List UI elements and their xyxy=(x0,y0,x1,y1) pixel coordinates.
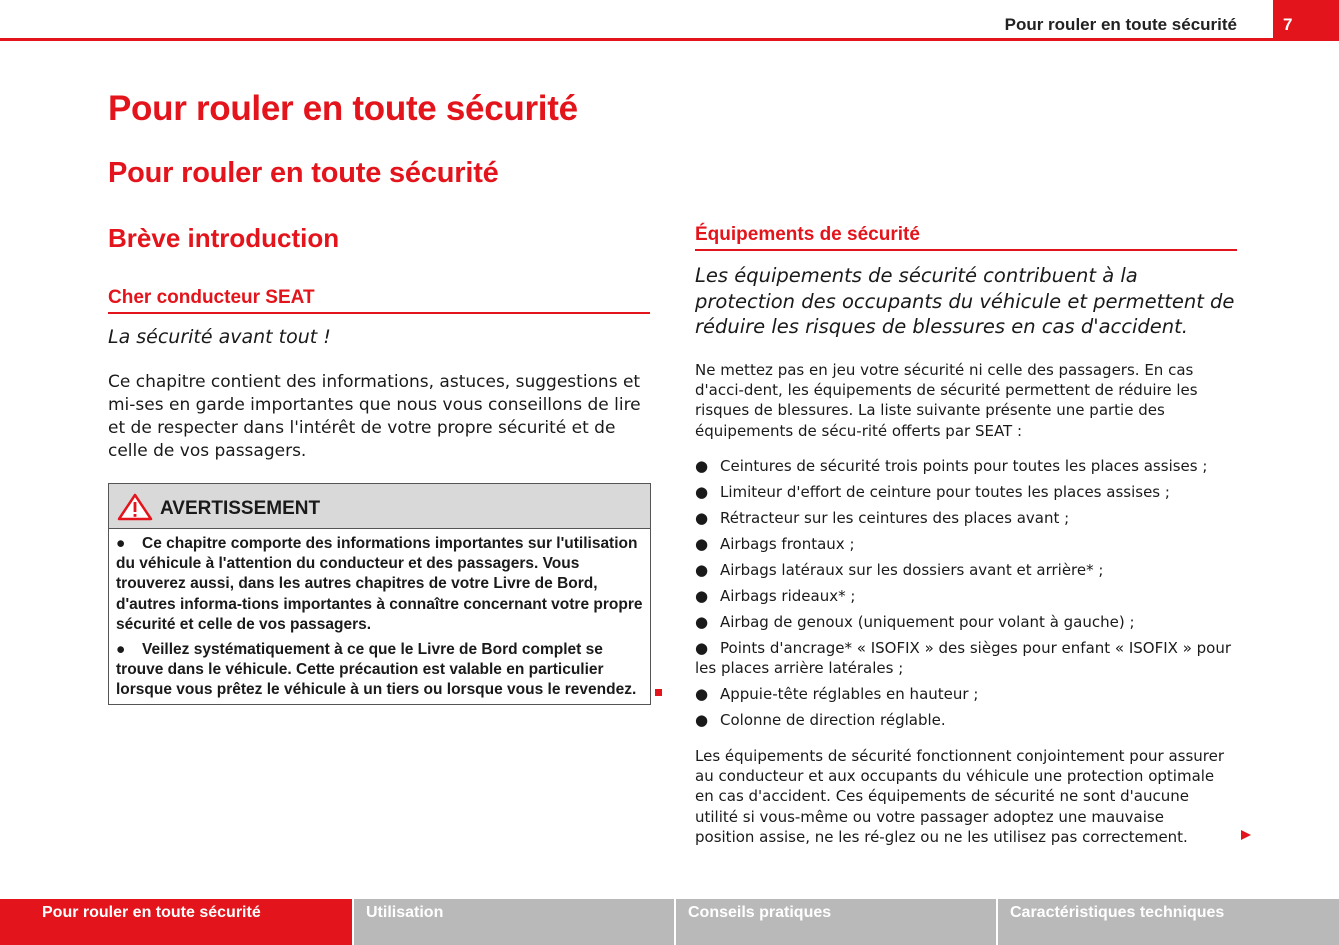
bullet-icon: ● xyxy=(695,587,709,605)
right-subheading: Équipements de sécurité xyxy=(695,224,1237,251)
bullet-icon: ● xyxy=(695,509,709,527)
bullet-icon: ● xyxy=(116,535,126,552)
list-item: ● Airbag de genoux (uniquement pour volant à gauche) ; xyxy=(695,613,1135,631)
bullet-icon: ● xyxy=(695,711,709,730)
section-title: Pour rouler en toute sécurité xyxy=(108,157,499,189)
bullet-icon: ● xyxy=(695,561,709,579)
right-closing-text: Les équipements de sécurité fonctionnent conjointement pour assurer au conducteur et aux occupants du véhicule une protection optimale en cas d'accident. Ces équipements de sécurité ne sont d'aucune utilité si vous-même ou votre passager adoptez une mauvaise position assise, ne les ré-glez ou ne les utilisez pas correctement. xyxy=(695,747,1225,846)
warning-item: ● Ce chapitre comporte des informations importantes sur l'utilisation du véhicule à l'attention du conducteur et des passagers. Vous trouverez aussi, dans les autres chapitres de votre Livre de Bord, d'autres informa-tions importantes à connaître concernant votre propre sécurité et celle de vos passagers. xyxy=(116,535,643,633)
bullet-icon: ● xyxy=(116,641,126,659)
warning-item: ● Veillez systématiquement à ce que le Livre de Bord complet se trouve dans le véhicule. Cette précaution est valable en particulier lorsque vous prêtez le véhicule à un tiers ou lorsque vous le revendez. xyxy=(116,641,637,699)
list-item: ● Points d'ancrage* « ISOFIX » des sièges pour enfant « ISOFIX » pour les places arrière latérales ; xyxy=(695,639,1232,678)
safety-equipment-list xyxy=(695,456,1235,736)
right-lead: Les équipements de sécurité contribuent à la protection des occupants du véhicule et permettent de réduire les risques de blessures en cas d'accident. xyxy=(695,264,1235,338)
running-title: Pour rouler en toute sécurité xyxy=(1004,15,1237,34)
warning-title: AVERTISSEMENT xyxy=(160,498,321,519)
bullet-icon: ● xyxy=(695,483,709,501)
warning-body xyxy=(109,529,650,701)
bullet-icon: ● xyxy=(695,685,709,704)
chapter-title: Pour rouler en toute sécurité xyxy=(108,89,578,128)
running-header xyxy=(0,0,1339,42)
list-item: ● Ceintures de sécurité trois points pour toutes les places assises ; xyxy=(695,457,1208,475)
bullet-icon: ● xyxy=(695,535,709,553)
left-subheading: Cher conducteur SEAT xyxy=(108,287,650,314)
footer-navigation xyxy=(0,899,1339,945)
list-item: ● Airbags latéraux sur les dossiers avant et arrière* ; xyxy=(695,561,1104,579)
list-item: ● Appuie-tête réglables en hauteur ; xyxy=(695,685,979,704)
list-item: ● Colonne de direction réglable. xyxy=(695,711,946,730)
page-number: 7 xyxy=(1273,0,1339,41)
warning-triangle-icon xyxy=(117,493,153,521)
right-body-text: Ne mettez pas en jeu votre sécurité ni celle des passagers. En cas d'acci-dent, les équipements de sécurité permettent de réduire les risques de blessures. La liste suivante présente une partie des équipements de sécu-rité offerts par SEAT : xyxy=(695,361,1198,440)
left-lead: La sécurité avant tout ! xyxy=(108,326,331,348)
tab-utilisation[interactable]: Utilisation xyxy=(354,899,674,945)
bullet-icon: ● xyxy=(695,613,709,631)
bullet-icon: ● xyxy=(695,457,709,475)
warning-box xyxy=(108,483,651,705)
warning-header xyxy=(109,484,650,529)
bullet-icon: ● xyxy=(695,639,709,657)
left-body-text: Ce chapitre contient des informations, astuces, suggestions et mi-ses en garde importantes que nous vous conseillons de lire et de respecter dans l'intérêt de votre propre sécurité et de celle de vos passagers. xyxy=(108,372,641,461)
list-item: ● Airbags rideaux* ; xyxy=(695,587,856,605)
header-rule xyxy=(0,38,1339,41)
list-item: ● Limiteur d'effort de ceinture pour toutes les places assises ; xyxy=(695,483,1170,501)
continue-arrow-icon xyxy=(1241,830,1251,840)
list-item: ● Airbags frontaux ; xyxy=(695,535,855,553)
tab-conseils-pratiques[interactable]: Conseils pratiques xyxy=(676,899,996,945)
tab-caracteristiques-techniques[interactable]: Caractéristiques techniques xyxy=(998,899,1339,945)
list-item: ● Rétracteur sur les ceintures des places avant ; xyxy=(695,509,1070,527)
tab-pour-rouler[interactable]: Pour rouler en toute sécurité xyxy=(0,899,352,945)
end-square-icon xyxy=(655,689,662,696)
subsection-title: Brève introduction xyxy=(108,223,340,253)
